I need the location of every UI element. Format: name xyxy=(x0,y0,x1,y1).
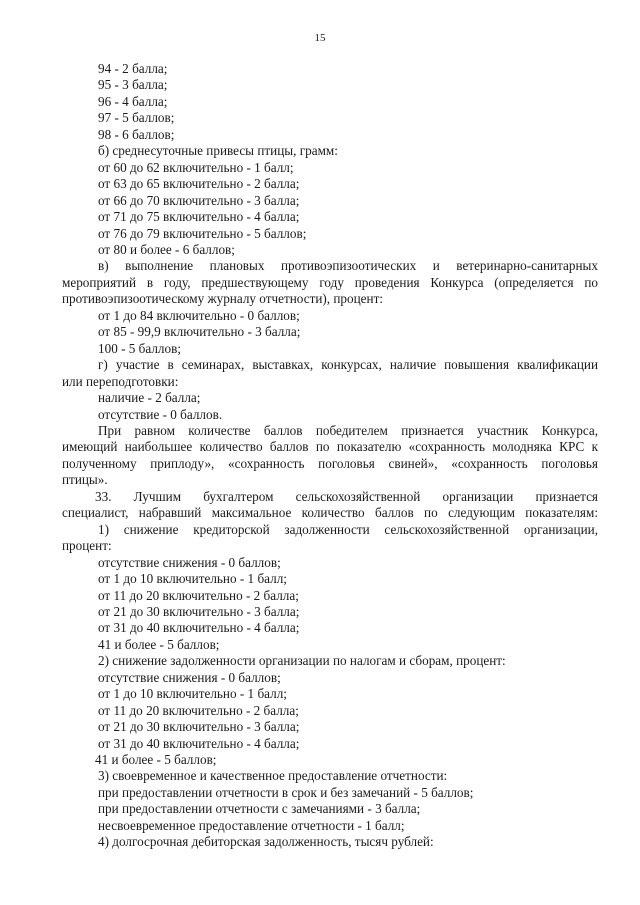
text-line: птицы». xyxy=(62,472,108,488)
text-line: 100 - 5 баллов; xyxy=(98,340,181,356)
text-line: от 60 до 62 включительно - 1 балл; xyxy=(98,159,294,175)
text-line: 41 и более - 5 баллов; xyxy=(98,636,220,652)
text-line: 97 - 5 баллов; xyxy=(98,110,175,126)
text-line: от 66 до 70 включительно - 3 балла; xyxy=(98,192,300,208)
text-line: в) выполнение плановых противоэпизоотических и ветеринарно-санитарных xyxy=(98,258,598,274)
text-line: от 63 до 65 включительно - 2 балла; xyxy=(98,176,300,192)
text-line: от 21 до 30 включительно - 3 балла; xyxy=(98,603,300,619)
text-line: от 1 до 10 включительно - 1 балл; xyxy=(98,571,287,587)
text-line: 98 - 6 баллов; xyxy=(98,126,175,142)
text-line: от 31 до 40 включительно - 4 балла; xyxy=(98,735,300,751)
text-line: противоэпизоотическому журналу отчетности), процент: xyxy=(62,291,384,307)
text-line: от 71 до 75 включительно - 4 балла; xyxy=(98,209,300,225)
text-line: от 1 до 84 включительно - 0 баллов; xyxy=(98,307,300,323)
text-line: 1) снижение кредиторской задолженности сельскохозяйственной организации, xyxy=(98,521,598,537)
text-line: имеющий наибольшее количество баллов по показателю «сохранность молодняка КРС к xyxy=(62,439,598,455)
text-line: при предоставлении отчетности с замечаниями - 3 балла; xyxy=(98,801,421,817)
text-line: 2) снижение задолженности организации по налогам и сборам, процент: xyxy=(98,653,506,669)
text-line: 95 - 3 балла; xyxy=(98,77,168,93)
text-line: от 11 до 20 включительно - 2 балла; xyxy=(98,702,299,718)
text-line: б) среднесуточные привесы птицы, грамм: xyxy=(98,143,338,159)
text-line: от 1 до 10 включительно - 1 балл; xyxy=(98,686,287,702)
text-line: несвоевременное предоставление отчетности - 1 балл; xyxy=(98,817,405,833)
text-line: 96 - 4 балла; xyxy=(98,93,168,109)
text-line: 33. Лучшим бухгалтером сельскохозяйственной организации признается xyxy=(95,488,598,504)
text-line: г) участие в семинарах, выставках, конкурсах, наличие повышения квалификации xyxy=(98,357,598,373)
text-line: При равном количестве баллов победителем признается участник Конкурса, xyxy=(98,422,598,438)
text-line: мероприятий в году, предшествующему году проведения Конкурса (определяется по xyxy=(62,274,598,290)
text-line: 41 и более - 5 баллов; xyxy=(95,752,217,768)
document-body xyxy=(62,61,598,851)
text-line: 3) своевременное и качественное предоставление отчетности: xyxy=(98,768,448,784)
text-line: при предоставлении отчетности в срок и без замечаний - 5 баллов; xyxy=(98,784,474,800)
text-line: наличие - 2 балла; xyxy=(98,390,201,406)
text-line: от 76 до 79 включительно - 5 баллов; xyxy=(98,225,307,241)
text-line: от 80 и более - 6 баллов; xyxy=(98,241,235,257)
text-line: специалист, набравший максимальное количество баллов по следующим показателям: xyxy=(62,505,598,521)
text-line: отсутствие снижения - 0 баллов; xyxy=(98,554,281,570)
text-line: 94 - 2 балла; xyxy=(98,61,168,76)
text-line: от 31 до 40 включительно - 4 балла; xyxy=(98,620,300,636)
text-line: 4) долгосрочная дебиторская задолженность, тысяч рублей: xyxy=(98,834,434,850)
text-line: от 21 до 30 включительно - 3 балла; xyxy=(98,719,300,735)
page-number: 15 xyxy=(314,32,326,44)
text-line: полученному приплоду», «сохранность поголовья свиней», «сохранность поголовья xyxy=(62,455,598,471)
text-line: от 11 до 20 включительно - 2 балла; xyxy=(98,587,299,603)
text-line: отсутствие снижения - 0 баллов; xyxy=(98,669,281,685)
text-line: процент: xyxy=(62,538,112,554)
text-line: отсутствие - 0 баллов. xyxy=(98,406,223,422)
text-line: от 85 - 99,9 включительно - 3 балла; xyxy=(98,324,301,340)
text-line: или переподготовки: xyxy=(62,373,179,389)
